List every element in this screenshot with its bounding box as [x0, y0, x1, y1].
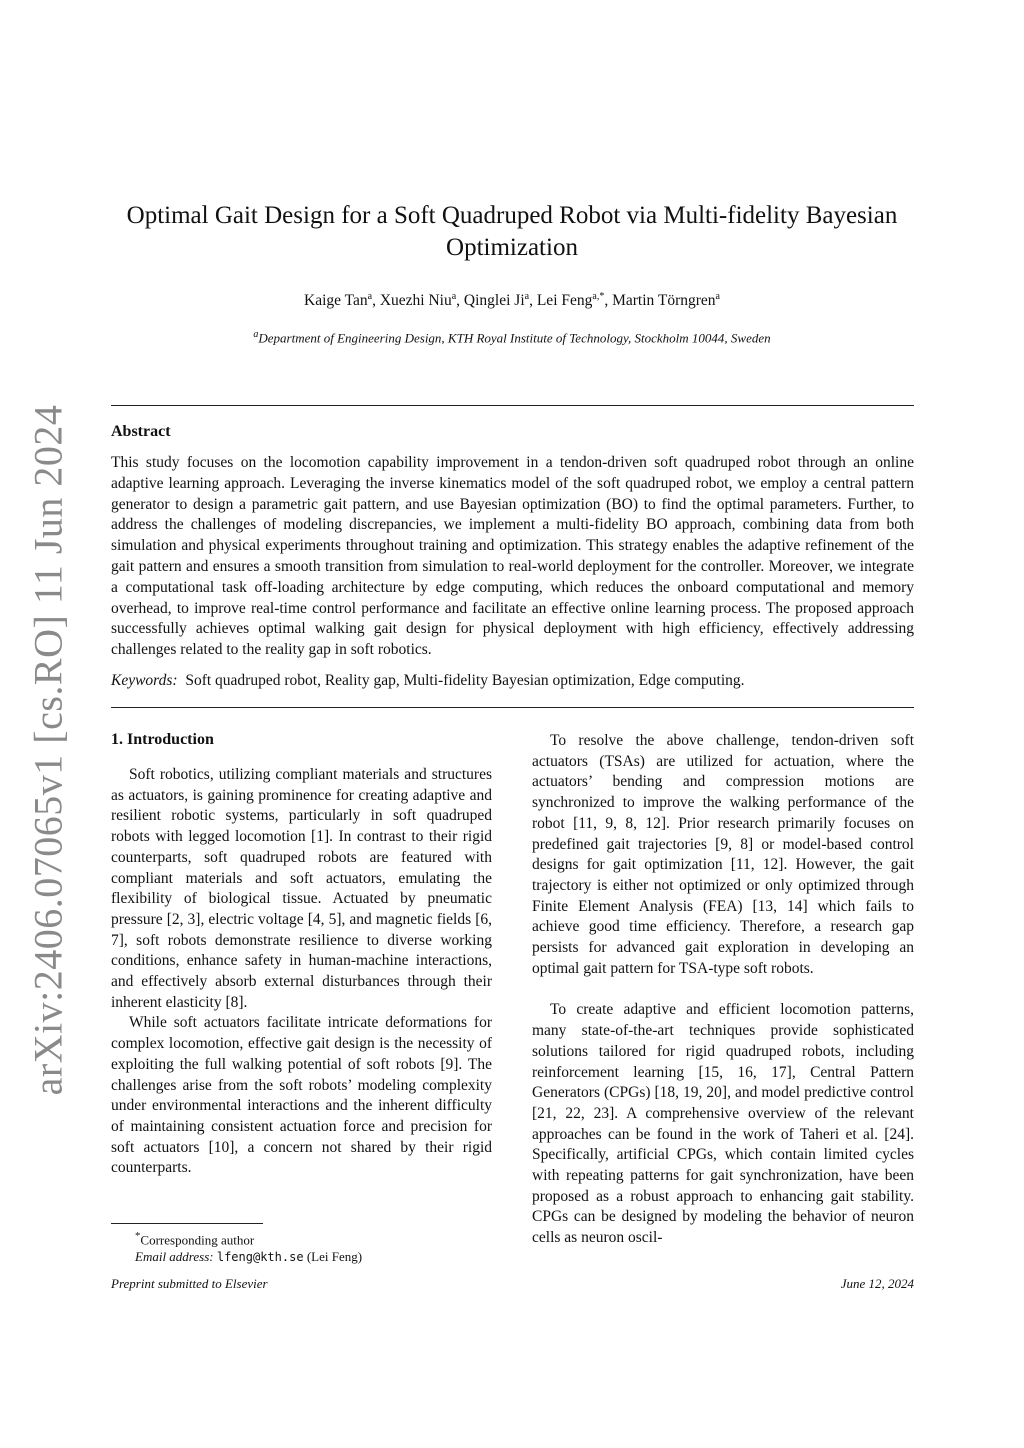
author: Xuezhi Niu$^a$: [379, 291, 457, 310]
author-list: Kaige Tan$^a$, Xuezhi Niu$^a$, Qinglei Ji$^a$, Lei Feng$^{a,*}$, Martin Törngren$^a$: [304, 291, 720, 310]
abstract-heading: Abstract: [111, 423, 171, 440]
keywords: Keywords: Soft quadruped robot, Reality gap, Multi-fidelity Bayesian optimization, Edge computing.: [111, 672, 745, 689]
footer-preprint-note: Preprint submitted to Elsevier: [111, 1276, 268, 1291]
right-column: [532, 731, 914, 1249]
author: Qinglei Ji$^a$: [463, 291, 530, 310]
footnote: [111, 1228, 362, 1266]
author: Martin Törngren$^a$: [612, 291, 720, 310]
email-note: Email address: lfeng@kth.se (Lei Feng): [135, 1249, 363, 1265]
author: Kaige Tan$^a$: [304, 291, 373, 310]
corresponding-author-note: *Corresponding author: [135, 1230, 255, 1248]
paragraph: While soft actuators facilitate intricate deformations for complex locomotion, effective gait design is the necessity of exploiting the full walking potential of soft robots [9]. The challenges arise from the soft robots’ modeling complexity under environmental interactions and the inherent difficulty of maintaining consistent actuation force and precision for soft actuators [10], a concern not shared by their rigid counterparts.: [111, 1014, 492, 1177]
paragraph: To resolve the above challenge, tendon-driven soft actuators (TSAs) are utilized for actuation, where the actuators’ bending and compression motions are synchronized to improve the walking performance of the robot [11, 9, 8, 12]. Prior research primarily focuses on predefined gait trajectories [9, 8] or model-based control designs for gait optimization [11, 12]. However, the gait trajectory is either not optimized or only optimized through Finite Element Analysis (FEA) [13, 14] which fails to achieve good time efficiency. Therefore, a research gap persists for advanced gait exploration in developing an optimal gait pattern for TSA-type soft robots.: [532, 732, 914, 977]
paper-title: Optimal Gait Design for a Soft Quadruped Robot via Multi-fidelity Bayesian Optimization: [126, 202, 898, 261]
email-link[interactable]: lfeng@kth.se: [216, 1250, 304, 1265]
footnote-rule: [111, 1223, 263, 1224]
left-column: [111, 765, 492, 1179]
abstract-top-rule: [111, 405, 914, 406]
author: Lei Feng$^{a,*}$: [536, 291, 605, 310]
section-heading-introduction: 1. Introduction: [111, 731, 214, 748]
abstract-bottom-rule: [111, 707, 914, 708]
paragraph: Soft robotics, utilizing compliant materials and structures as actuators, is gaining prominence for creating adaptive and resilient robotic systems, particularly in soft quadruped robots with legged locomotion [1]. In contrast to their rigid counterparts, soft quadruped robots are featured with compliant materials and soft actuators, emulating the flexibility of biological tissue. Actuated by pneumatic pressure [2, 3], electric voltage [4, 5], and magnetic fields [6, 7], soft robots demonstrate resilience to diverse working conditions, enhance safety in human-machine interactions, and effectively absorb external disturbances through their inherent elasticity [8].: [111, 766, 492, 1011]
affiliation: $^a$Department of Engineering Design, KTH Royal Institute of Technology, Stockholm 10044, Sweden: [253, 329, 771, 346]
arxiv-side-stamp: arXiv:2406.07065v1 [cs.RO] 11 Jun 2024: [25, 404, 71, 1096]
paragraph: To create adaptive and efficient locomotion patterns, many state-of-the-art techniques provide sophisticated solutions tailored for rigid quadruped robots, including reinforcement learning [15, 16, 17], Central Pattern Generators (CPGs) [18, 19, 20], and model predictive control [21, 22, 23]. A comprehensive overview of the relevant approaches can be found in the work of Taheri et al. [24]. Specifically, artificial CPGs, which contain limited cycles with repeating patterns for gait synchronization, have been proposed as a robust approach to enhancing gait stability. CPGs can be designed by modeling the behavior of neuron cells as neuron oscil-: [532, 1001, 914, 1247]
abstract-text: This study focuses on the locomotion capability improvement in a tendon-driven soft quadruped robot through an online adaptive learning approach. Leveraging the inverse kinematics model of the soft quadruped robot, we employ a central pattern generator to design a parametric gait pattern, and use Bayesian optimization (BO) to find the optimal parameters. Further, to address the challenges of modeling discrepancies, we implement a multi-fidelity BO approach, combining data from both simulation and physical experiments throughout training and optimization. This strategy enables the adaptive refinement of the gait pattern and ensures a smooth transition from simulation to real-world deployment for the controller. Moreover, we integrate a computational task off-loading architecture by edge computing, which reduces the onboard computational and memory overhead, to improve real-time control performance and facilitate an effective online learning process. The proposed approach successfully achieves optimal walking gait design for physical deployment with high efficiency, effectively addressing challenges related to the reality gap in soft robotics.: [111, 454, 914, 659]
footer-date: June 12, 2024: [840, 1276, 914, 1291]
